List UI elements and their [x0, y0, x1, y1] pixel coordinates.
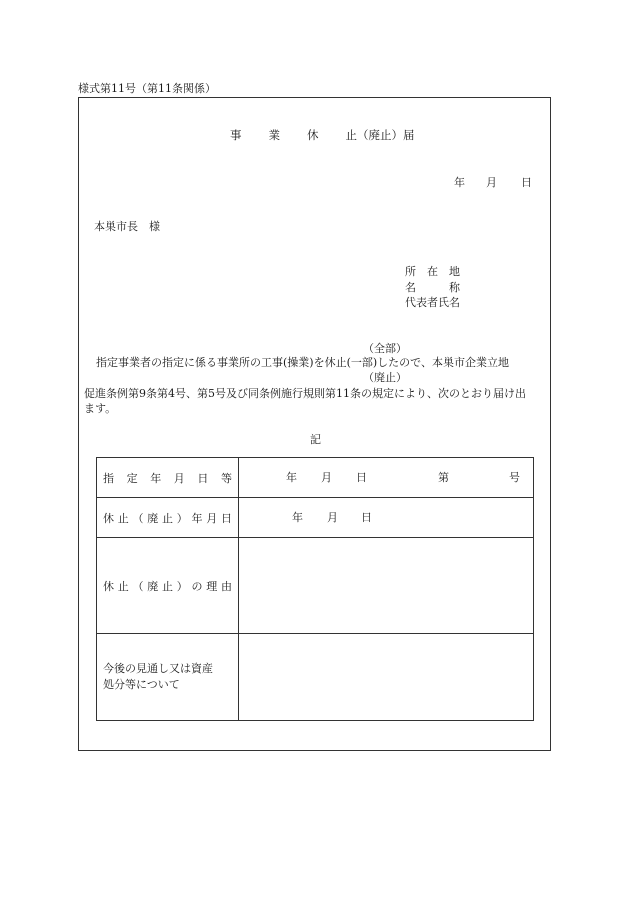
outlook-value[interactable]: [239, 634, 534, 721]
label-char: 由: [221, 579, 232, 593]
form-number: 様式第11号（第11条関係）: [78, 82, 216, 95]
date-month: 月: [486, 176, 497, 189]
table-row: [97, 538, 534, 634]
label-char: ）: [176, 579, 188, 593]
ki-heading: 記: [310, 433, 321, 446]
suspension-year: 年: [292, 511, 303, 524]
suspension-day: 日: [361, 511, 372, 524]
title-char-3: 休: [307, 128, 319, 142]
designation-date-label: [97, 458, 239, 498]
name-label: 名 称: [405, 281, 460, 294]
suspension-date-label: [97, 498, 239, 538]
label-char: 年: [150, 471, 162, 485]
label-char: 廃: [147, 579, 159, 593]
label-char: 休: [103, 511, 114, 525]
body-line-1: 指定事業者の指定に係る事業所の工事(操業)を休止(一部)したので、本巣市企業立地: [96, 356, 509, 369]
label-char: 定: [126, 471, 138, 485]
label-char: 休: [103, 579, 114, 593]
date-day: 日: [521, 176, 532, 189]
label-char: 等: [220, 471, 232, 485]
label-char: 止: [162, 579, 173, 593]
label-char: （: [132, 511, 144, 525]
label-char: の: [191, 579, 203, 593]
suspension-month: 月: [327, 511, 338, 524]
reason-label: [97, 538, 239, 634]
label-char: 年: [191, 511, 203, 525]
choice-haishi: （廃止）: [363, 371, 407, 384]
document-title: [230, 130, 415, 142]
label-char: 止: [117, 511, 129, 525]
outlook-label: [97, 634, 239, 721]
representative-label: 代表者氏名: [405, 296, 460, 309]
label-char: 日: [221, 511, 232, 525]
body-line-3: ます。: [84, 402, 117, 415]
label-char: 月: [173, 471, 185, 485]
choice-zenbu: （全部）: [363, 342, 407, 355]
title-char-2: 業: [268, 128, 280, 142]
label-char: 止: [162, 511, 173, 525]
suspension-date-value[interactable]: [239, 498, 534, 538]
designation-day: 日: [356, 471, 367, 484]
outlook-label-line-2: 処分等について: [103, 678, 180, 691]
label-char: 理: [206, 579, 218, 593]
label-char: 日: [197, 471, 209, 485]
record-table: [96, 457, 534, 721]
table-row: [97, 634, 534, 721]
table-row: [97, 498, 534, 538]
label-char: 廃: [147, 511, 159, 525]
label-char: ）: [176, 511, 188, 525]
designation-month: 月: [321, 471, 332, 484]
title-char-1: 事: [230, 128, 242, 142]
label-char: （: [132, 579, 144, 593]
label-char: 月: [206, 511, 218, 525]
designation-date-value[interactable]: [239, 458, 534, 498]
outlook-label-line-1: 今後の見通し又は資産: [103, 662, 213, 675]
date-year: 年: [454, 176, 465, 189]
title-char-4: 止（廃止）届: [345, 128, 415, 142]
table-row: [97, 458, 534, 498]
designation-dai: 第: [438, 471, 449, 484]
addressee: 本巣市長 様: [94, 220, 160, 233]
address-label: 所 在 地: [405, 265, 460, 278]
designation-year: 年: [286, 471, 297, 484]
label-char: 指: [103, 471, 114, 485]
reason-value[interactable]: [239, 538, 534, 634]
body-line-2: 促進条例第9条第4号、第5号及び同条例施行規則第11条の規定により、次のとおり届け出: [84, 387, 526, 400]
designation-go: 号: [509, 471, 520, 484]
label-char: 止: [117, 579, 129, 593]
